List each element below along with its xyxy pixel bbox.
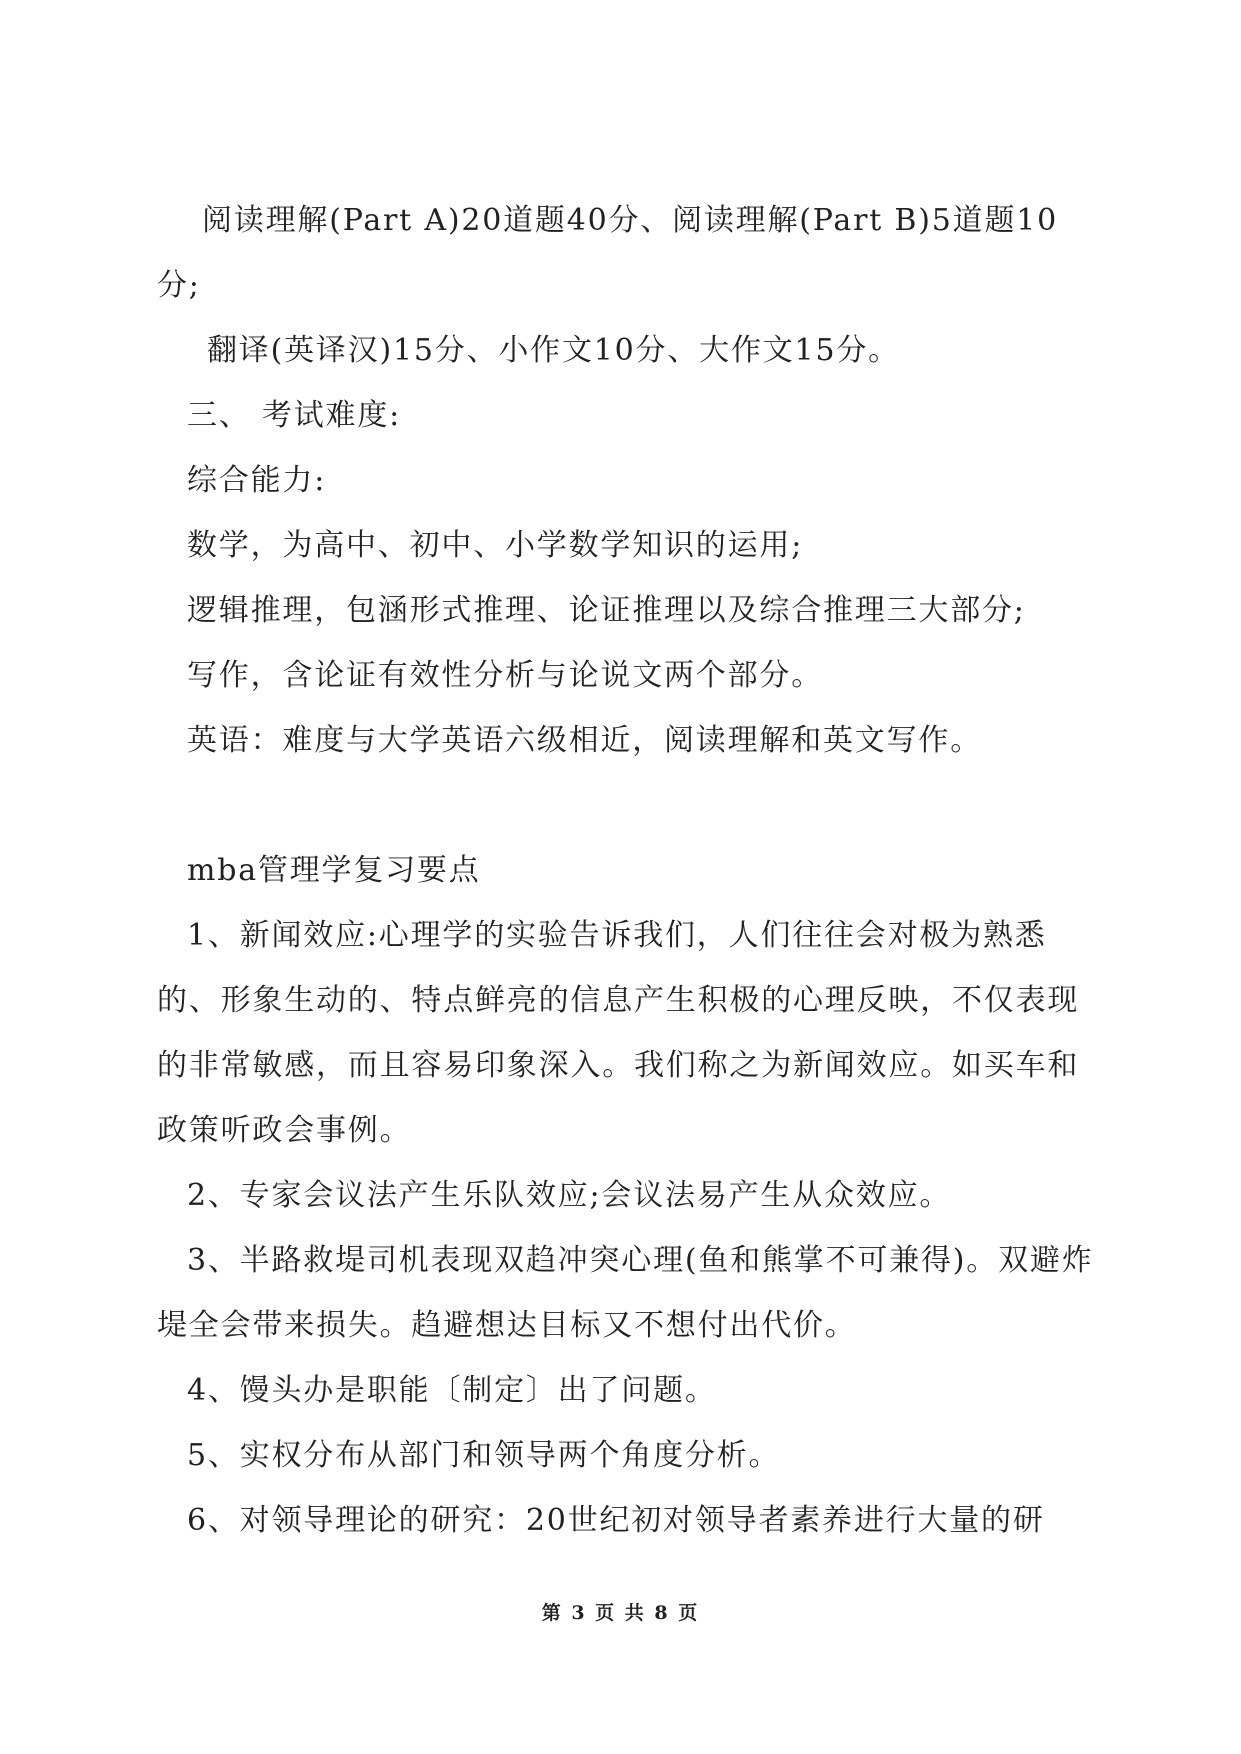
paragraph-math: 数学，为高中、初中、小学数学知识的运用; bbox=[187, 528, 804, 563]
paragraph-reading-scores: 阅读理解(Part A)20道题40分、阅读理解(Part B)5道题10分; bbox=[157, 203, 1059, 303]
section-title-mba-review: mba管理学复习要点 bbox=[187, 853, 481, 888]
list-item-4: 4、馒头办是职能〔制定〕出了问题。 bbox=[187, 1373, 717, 1408]
list-item-5: 5、实权分布从部门和领导两个角度分析。 bbox=[187, 1438, 781, 1473]
paragraph-translation-scores: 翻译(英译汉)15分、小作文10分、大作文15分。 bbox=[207, 333, 900, 368]
paragraph-comprehensive-ability: 综合能力: bbox=[187, 463, 327, 498]
paragraph-writing: 写作，含论证有效性分析与论说文两个部分。 bbox=[187, 658, 823, 693]
list-item-2: 2、专家会议法产生乐队效应;会议法易产生从众效应。 bbox=[187, 1178, 952, 1213]
list-item-1: 1、新闻效应:心理学的实验告诉我们，人们往往会对极为熟悉的、形象生动的、特点鲜亮的信息产生积极的心理反映，不仅表现的非常敏感，而且容易印象深入。我们称之为新闻效应。如买车和政策听政会事例。 bbox=[157, 918, 1080, 1148]
document-body bbox=[157, 188, 1097, 1553]
paragraph-logic: 逻辑推理，包涵形式推理、论证推理以及综合推理三大部分; bbox=[187, 593, 1026, 628]
paragraph-english: 英语：难度与大学英语六级相近，阅读理解和英文写作。 bbox=[187, 723, 982, 758]
heading-exam-difficulty: 三、 考试难度: bbox=[187, 398, 402, 433]
list-item-3: 3、半路救堤司机表现双趋冲突心理(鱼和熊掌不可兼得)。双避炸堤全会带来损失。趋避想达目标又不想付出代价。 bbox=[157, 1243, 1094, 1343]
blank-line bbox=[157, 773, 1097, 838]
page-footer: 第 3 页 共 8 页 bbox=[541, 1602, 700, 1624]
list-item-6: 6、对领导理论的研究：20世纪初对领导者素养进行大量的研 bbox=[187, 1503, 1045, 1538]
